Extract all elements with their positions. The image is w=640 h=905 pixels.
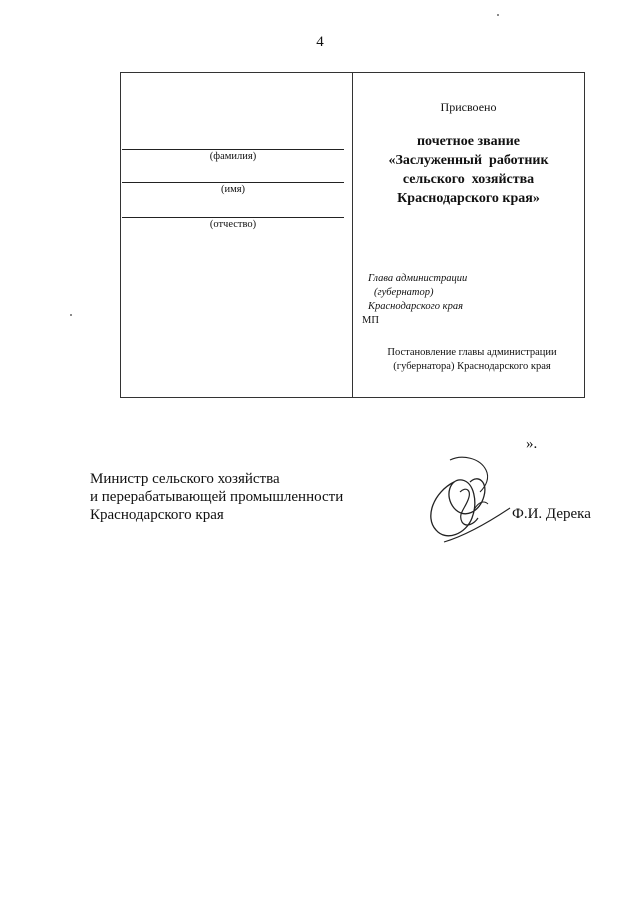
minister-title-line: и перерабатывающей промышленности <box>90 489 344 505</box>
minister-title-line: Министр сельского хозяйства <box>90 471 280 487</box>
awarded-label: Присвоено <box>440 100 497 114</box>
resolution-line: Постановление главы администрации <box>387 347 557 358</box>
patronymic-caption: (отчество) <box>209 219 257 230</box>
surname-caption: (фамилия) <box>209 151 257 162</box>
resolution-line: (губернатора) Краснодарского края <box>393 361 551 372</box>
honorary-title-line: Краснодарского края» <box>397 191 540 206</box>
patronymic-line <box>122 217 344 218</box>
certificate-divider <box>352 72 353 398</box>
head-title-line: Глава администрации <box>368 273 468 284</box>
minister-title <box>90 470 343 524</box>
firstname-caption: (имя) <box>220 184 246 195</box>
firstname-line <box>122 182 344 183</box>
head-title-line: (губернатор) <box>374 287 434 298</box>
seal-label: МП <box>362 315 379 326</box>
signer-name: Ф.И. Дерека <box>512 506 591 522</box>
page-number: 4 <box>316 34 324 50</box>
scan-speck <box>70 314 72 316</box>
resolution-note <box>358 346 586 374</box>
closing-quote: ». <box>526 436 538 452</box>
surname-line <box>122 149 344 150</box>
honorary-title-line: почетное звание <box>416 134 520 149</box>
honorary-title-line: сельского хозяйства <box>402 172 535 187</box>
handwritten-signature <box>414 452 516 552</box>
scan-speck <box>497 14 499 16</box>
head-title-line: Краснодарского края <box>368 301 463 312</box>
minister-title-line: Краснодарского края <box>90 507 224 523</box>
honorary-title-line: «Заслуженный работник <box>388 153 549 168</box>
honorary-title <box>354 132 583 208</box>
